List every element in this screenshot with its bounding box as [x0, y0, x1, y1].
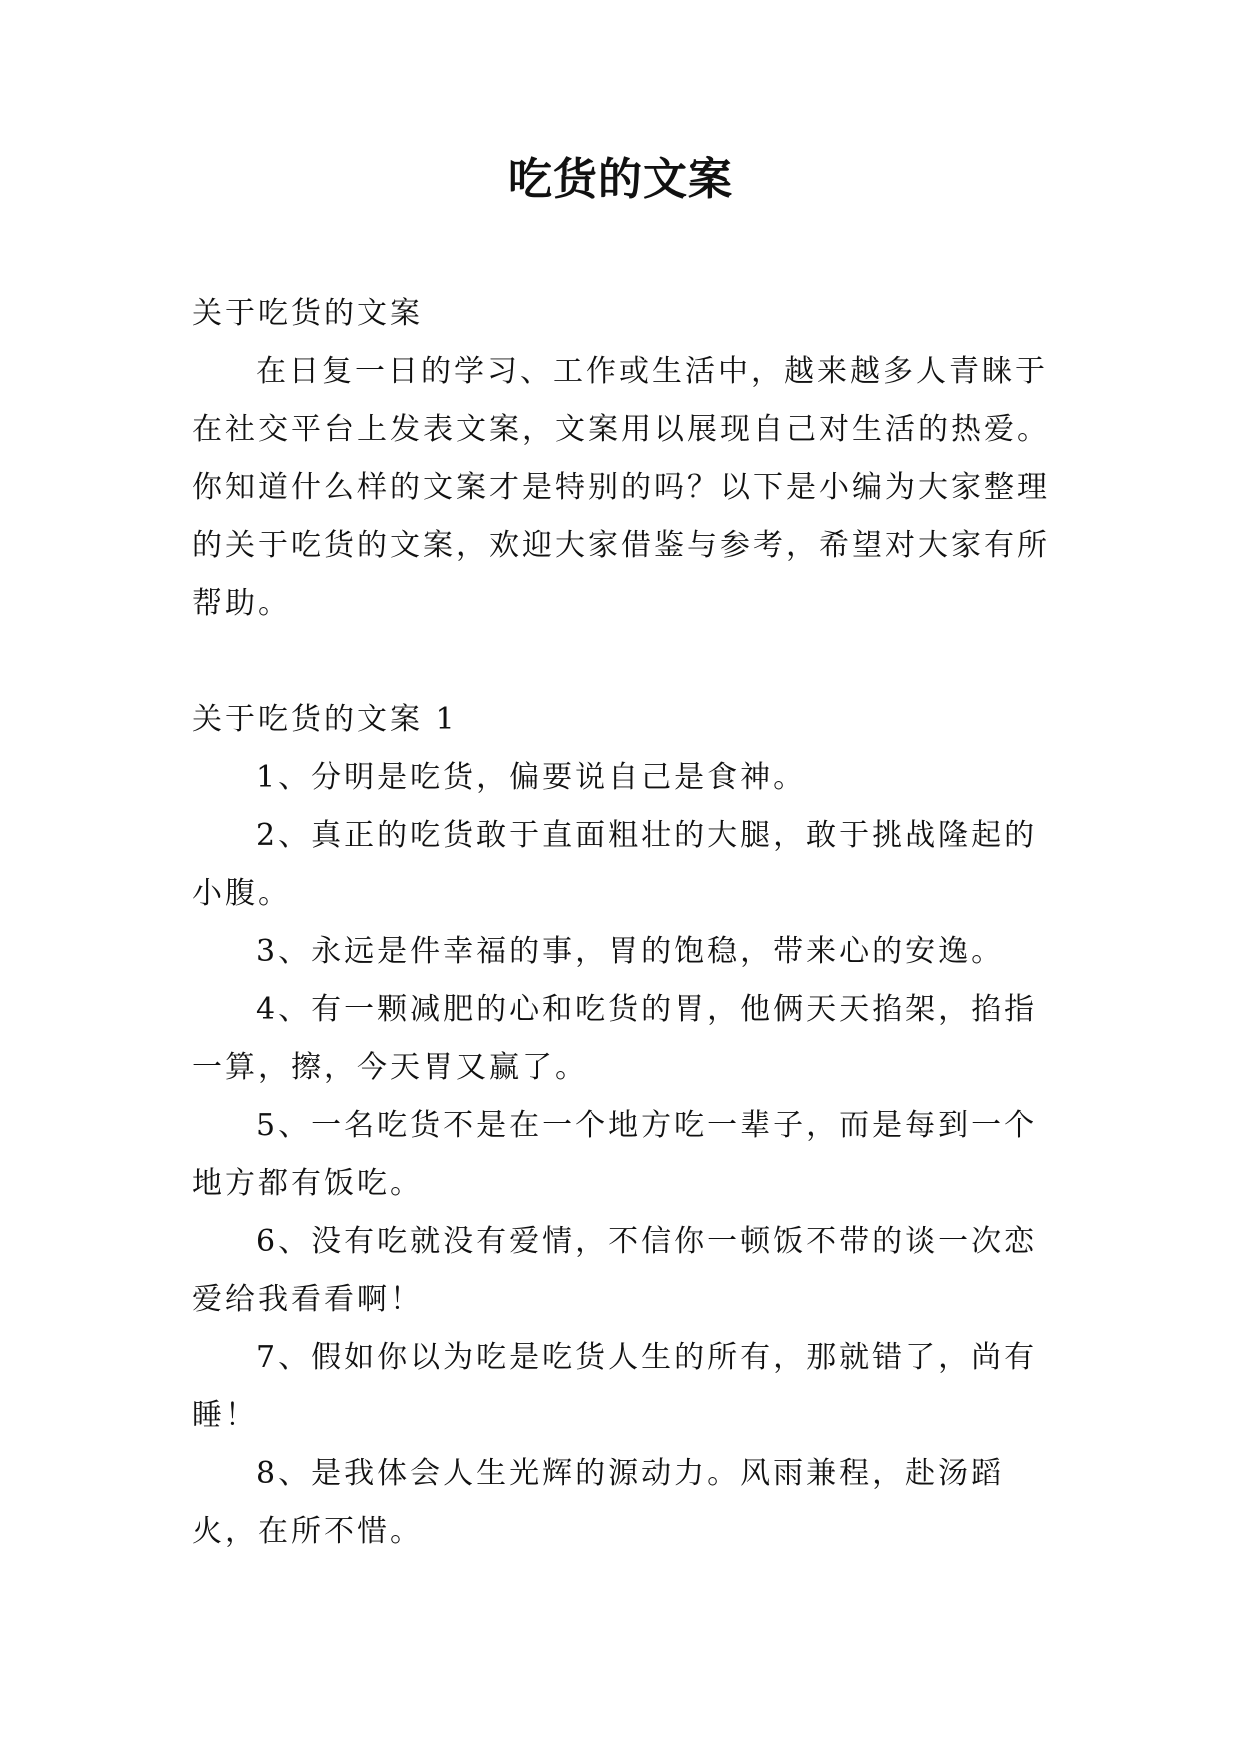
list-item: 6、没有吃就没有爱情，不信你一顿饭不带的谈一次恋爱给我看看啊！: [192, 1224, 1038, 1317]
intro-paragraph: 在日复一日的学习、工作或生活中，越来越多人青睐于在社交平台上发表文案，文案用以展现自己对生活的热爱。你知道什么样的文案才是特别的吗？以下是小编为大家整理的关于吃货的文案，欢迎大家借鉴与参考，希望对大家有所帮助。: [192, 354, 1050, 621]
list-item: 7、假如你以为吃是吃货人生的所有，那就错了，尚有睡！: [192, 1340, 1038, 1433]
list-item: 4、有一颗减肥的心和吃货的胃，他俩天天掐架，掐指一算，擦，今天胃又赢了。: [192, 992, 1038, 1085]
document-body: [192, 285, 1052, 1561]
section-spacer: [192, 633, 1052, 691]
list-item: 3、永远是件幸福的事，胃的饱稳，带来心的安逸。: [256, 934, 1005, 969]
intro-heading: 关于吃货的文案: [192, 296, 423, 331]
list-item: 8、是我体会人生光辉的源动力。风雨兼程，赴汤蹈火，在所不惜。: [192, 1456, 1005, 1549]
document-title: 吃货的文案: [508, 154, 733, 205]
section-heading: 关于吃货的文案 1: [192, 702, 458, 737]
list-item: 1、分明是吃货，偏要说自己是食神。: [256, 760, 807, 795]
list-item: 2、真正的吃货敢于直面粗壮的大腿，敢于挑战隆起的小腹。: [192, 818, 1038, 911]
list-item: 5、一名吃货不是在一个地方吃一辈子，而是每到一个地方都有饭吃。: [192, 1108, 1038, 1201]
